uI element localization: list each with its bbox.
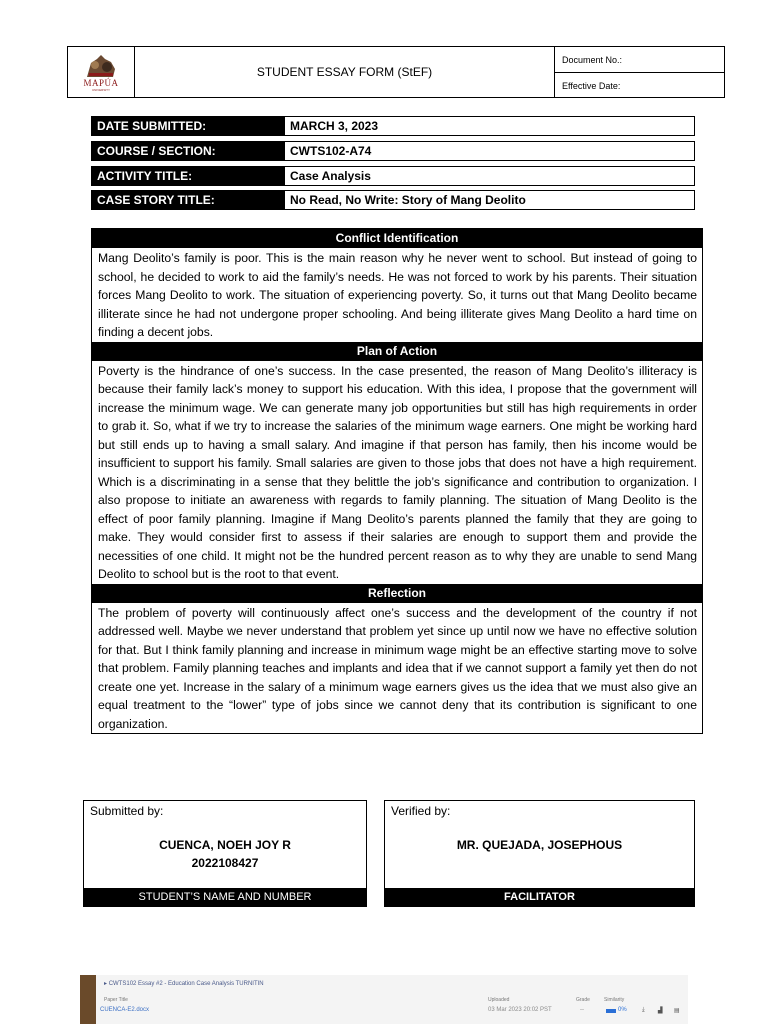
info-value: MARCH 3, 2023 [284, 116, 695, 136]
stats-icon[interactable]: ▟ [658, 1008, 663, 1014]
effective-date-label: Effective Date: [562, 80, 621, 91]
verified-by-box [384, 800, 695, 907]
logo [68, 47, 135, 97]
mapua-seal-icon [83, 53, 119, 79]
paper-title-link[interactable]: CUENCA-E2.docx [100, 1007, 150, 1013]
info-row-activity [91, 166, 695, 186]
turnitin-breadcrumb[interactable] [104, 980, 264, 987]
info-label: DATE SUBMITTED: [91, 116, 284, 136]
verified-by-label: Verified by: [391, 804, 451, 818]
student-name: CUENCA, NOEH JOY R [159, 838, 291, 852]
section-text-plan: Poverty is the hindrance of one’s success. In the case presented, the reason of Mang Deolito’s illiteracy is because their family lack’s money to support his education. With this idea, I propose that the government will increase the minimum wage. We can generate many job opportunities but still has high requirements in order to grab it. So, what if we try to increase the salaries of the minimum wage earners. One might be working hard but still ends up to having a small salary. And imagine if that person has family, then his income would be insufficient to support his family. Small salaries are given to those jobs that does not have a high requirement. Which is a discriminating in a sense that they belittle the job’s significance and contribution to organization. I also propose to initiate an awareness with regards to family planning. The situation of Mang Deolito is the effect of poor family planning. Imagine if Mang Deolito’s parents planned the family that they are going to make. They would consider first to assess if their salaries are enough to support them and provide the necessities of one child. It might not be the hundred percent reason as to why they are unable to send Mang Deolito to school but is the root to that event. [98, 363, 697, 581]
section-text-reflection: The problem of poverty will continuously affect one’s success and the development of the country if not addressed well. Maybe we never understand that problem yet since up until now we have no effective solution for that. But I think family planning and increase in minimum wage might be an effective starting move to solve that problem. Family planning teaches and implants and idea that if we cannot support a family yet then do not create one yet. Increase in the salary of a minimum wage earners gives us the idea that we must also give an equal treatment to the “lower” type of jobs since we cannot deny that its contribution is significant to one organization. [98, 605, 697, 731]
section-heading-conflict: Conflict Identification [92, 229, 702, 248]
form-header [67, 46, 725, 98]
document-no-label: Document No.: [555, 47, 724, 73]
col-similarity: Similarity [604, 997, 625, 1003]
document-info [554, 47, 724, 97]
info-row-date [91, 116, 695, 136]
submitted-by-box [83, 800, 367, 907]
info-label: CASE STORY TITLE: [91, 190, 284, 210]
section-heading-reflection: Reflection [92, 584, 702, 603]
col-paper-title: Paper Title [104, 997, 128, 1003]
col-uploaded: Uploaded [488, 997, 510, 1003]
options-icon[interactable]: ▤ [674, 1008, 680, 1014]
info-value: No Read, No Write: Story of Mang Deolito [284, 190, 695, 210]
info-label: COURSE / SECTION: [91, 141, 284, 161]
sidebar-thumbnail [80, 975, 96, 1024]
download-icon[interactable]: ⤓ [642, 1007, 645, 1013]
breadcrumb-text: CWTS102 Essay #2 - Education Case Analysis TURNITIN [108, 981, 264, 987]
student-number: 2022108427 [191, 856, 259, 870]
submitted-footer: STUDENT’S NAME AND NUMBER [84, 888, 366, 906]
uploaded-date: 03 Mar 2023 20:02 PST [488, 1007, 552, 1013]
facilitator-name: MR. QUEJADA, JOSEPHOUS [456, 838, 623, 852]
info-label: ACTIVITY TITLE: [91, 166, 284, 186]
info-row-case-story [91, 190, 695, 210]
section-text-conflict: Mang Deolito’s family is poor. This is the main reason why he never went to school. But instead of going to school, he decided to work to aid the family’s needs. He was not forced to work by his parents. Their situation forces Mang Deolito to work. The situation of experiencing poverty. So, it turns out that Mang Deolito became illiterate since he had not undergone proper schooling. And being illiterate gives Mang Deolito a hard time on finding a decent jobs. [98, 251, 697, 339]
chevron-right-icon: ▸ [104, 981, 109, 987]
form-title: STUDENT ESSAY FORM (StEF) [256, 65, 433, 79]
verified-footer: FACILITATOR [385, 888, 694, 906]
logo-subtext: UNIVERSITY [91, 87, 110, 92]
col-grade: Grade [576, 997, 590, 1003]
logo-text: MAPÚA [83, 77, 119, 88]
submitted-by-label: Submitted by: [90, 804, 164, 818]
essay-body [91, 228, 703, 734]
similarity-value: 0% [618, 1007, 627, 1013]
section-heading-plan: Plan of Action [92, 342, 702, 361]
similarity-bar[interactable] [606, 1009, 616, 1013]
info-row-course [91, 141, 695, 161]
turnitin-screenshot [80, 975, 688, 1024]
info-value: CWTS102-A74 [284, 141, 695, 161]
info-value: Case Analysis [284, 166, 695, 186]
grade-value: -- [580, 1007, 584, 1013]
